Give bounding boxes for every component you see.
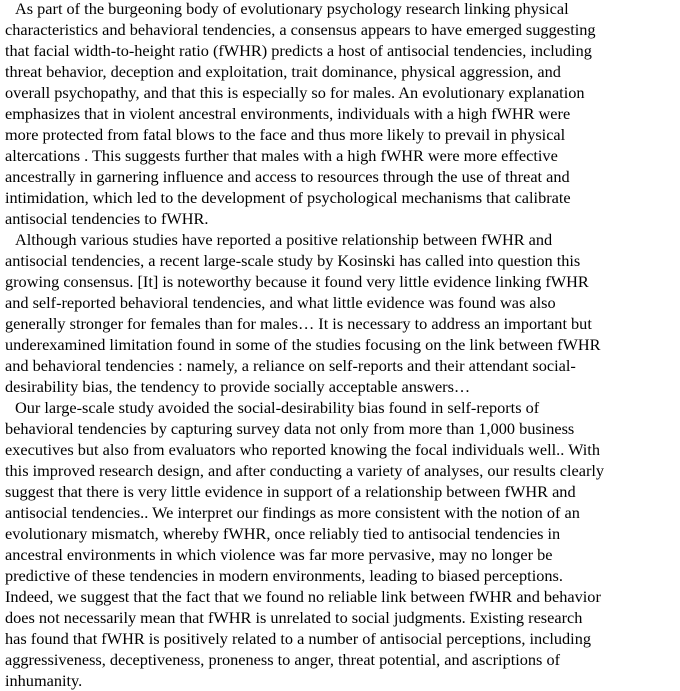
text-line: Indeed, we suggest that the fact that we found no reliable link between fWHR and behavior [5, 587, 601, 606]
text-line: antisocial tendencies.. We interpret our findings as more consistent with the notion of an [5, 503, 580, 522]
text-line: ancestrally in garnering influence and access to resources through the use of threat and [5, 167, 570, 186]
text-line: executives but also from evaluators who reported knowing the focal individuals well.. With [5, 440, 600, 459]
text-line: does not necessarily mean that fWHR is unrelated to social judgments. Existing research [5, 608, 583, 627]
text-line: aggressiveness, deceptiveness, proneness to anger, threat potential, and ascriptions of [5, 650, 561, 669]
text-line: antisocial tendencies to fWHR. [5, 209, 209, 228]
text-line: inhumanity. [5, 671, 83, 690]
text-line: As part of the burgeoning body of evolutionary psychology research linking physical [15, 0, 569, 18]
paragraph-3 [5, 397, 675, 691]
text-line: growing consensus. [It] is noteworthy because it found very little evidence linking fWHR [5, 272, 589, 291]
text-line: suggest that there is very little evidence in support of a relationship between fWHR and [5, 482, 576, 501]
text-line: and self-reported behavioral tendencies, and what little evidence was found was also [5, 293, 556, 312]
text-line: behavioral tendencies by capturing survey data not only from more than 1,000 business [5, 419, 575, 438]
text-line: antisocial tendencies, a recent large-scale study by Kosinski has called into question this [5, 251, 581, 270]
paragraph-1 [5, 0, 675, 229]
text-line: overall psychopathy, and that this is especially so for males. An evolutionary explanation [5, 83, 585, 102]
text-line: has found that fWHR is positively related to a number of antisocial perceptions, including [5, 629, 591, 648]
text-line: intimidation, which led to the development of psychological mechanisms that calibrate [5, 188, 571, 207]
text-line: evolutionary mismatch, whereby fWHR, once reliably tied to antisocial tendencies in [5, 524, 561, 543]
text-line: that facial width-to-height ratio (fWHR) predicts a host of antisocial tendencies, including [5, 41, 592, 60]
text-line: and behavioral tendencies : namely, a reliance on self-reports and their attendant social- [5, 356, 576, 375]
text-line: Our large-scale study avoided the social-desirability bias found in self-reports of [15, 398, 540, 417]
text-line: threat behavior, deception and exploitation, trait dominance, physical aggression, and [5, 62, 561, 81]
text-line: characteristics and behavioral tendencies, a consensus appears to have emerged suggesting [5, 20, 596, 39]
text-line: generally stronger for females than for males… It is necessary to address an important but [5, 314, 592, 333]
text-line: underexamined limitation found in some of the studies focusing on the link between fWHR [5, 335, 601, 354]
text-line: desirability bias, the tendency to provide socially acceptable answers… [5, 377, 471, 396]
text-line: this improved research design, and after conducting a variety of analyses, our results clearly [5, 461, 605, 480]
text-line: Although various studies have reported a positive relationship between fWHR and [15, 230, 553, 249]
text-line: emphasizes that in violent ancestral environments, individuals with a high fWHR were [5, 104, 571, 123]
text-line: altercations . This suggests further that males with a high fWHR were more effective [5, 146, 558, 165]
text-line: ancestral environments in which violence was far more pervasive, may no longer be [5, 545, 553, 564]
text-line: more protected from fatal blows to the face and thus more likely to prevail in physical [5, 125, 566, 144]
paragraph-2 [5, 229, 675, 397]
text-line: predictive of these tendencies in modern environments, leading to biased perceptions. [5, 566, 563, 585]
